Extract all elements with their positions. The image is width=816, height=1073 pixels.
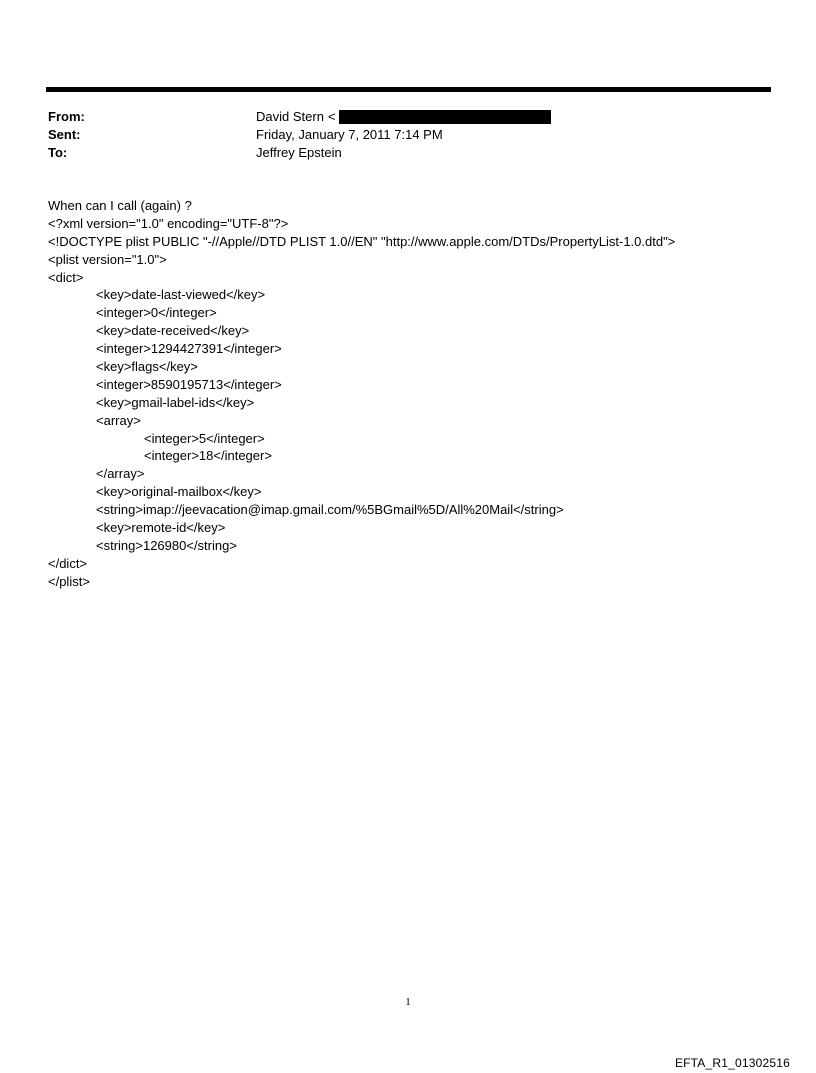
body-line-19: <string>126980</string> bbox=[96, 537, 237, 553]
body-line-13: <integer>5</integer> bbox=[144, 430, 265, 446]
body-line-2: <!DOCTYPE plist PUBLIC "-//Apple//DTD PLIST 1.0//EN" "http://www.apple.com/DTDs/PropertyList-1.0.dtd"> bbox=[48, 233, 676, 249]
body-line-0: When can I call (again) ? bbox=[48, 198, 192, 213]
body-line-5: <key>date-last-viewed</key> bbox=[96, 287, 266, 303]
body-line-12: <array> bbox=[96, 412, 141, 428]
to-row bbox=[48, 144, 748, 162]
body-line-9: <key>flags</key> bbox=[96, 359, 198, 375]
body-line-1: <?xml version="1.0" encoding="UTF-8"?> bbox=[48, 215, 289, 231]
from-label: From: bbox=[48, 109, 85, 124]
header-divider bbox=[46, 87, 771, 92]
body-line-10: <integer>8590195713</integer> bbox=[96, 376, 282, 392]
sent-label: Sent: bbox=[48, 127, 81, 142]
document-id: EFTA_R1_01302516 bbox=[674, 1056, 790, 1070]
sent-value: Friday, January 7, 2011 7:14 PM bbox=[256, 127, 443, 142]
body-line-14: <integer>18</integer> bbox=[144, 448, 272, 464]
body-line-6: <integer>0</integer> bbox=[96, 305, 217, 321]
sent-row bbox=[48, 126, 748, 144]
email-body bbox=[48, 197, 778, 591]
redaction-block bbox=[339, 110, 551, 124]
body-line-8: <integer>1294427391</integer> bbox=[96, 341, 282, 357]
from-value: David Stern bbox=[256, 109, 324, 124]
body-line-17: <string>imap://jeevacation@imap.gmail.com/%5BGmail%5D/All%20Mail</string> bbox=[96, 502, 564, 518]
body-line-20: </dict> bbox=[48, 555, 88, 571]
page-number: 1 bbox=[405, 996, 411, 1008]
body-line-3: <plist version="1.0"> bbox=[48, 251, 167, 267]
body-line-15: </array> bbox=[96, 466, 145, 482]
body-line-16: <key>original-mailbox</key> bbox=[96, 484, 262, 500]
body-line-11: <key>gmail-label-ids</key> bbox=[96, 394, 255, 410]
email-header bbox=[48, 108, 748, 162]
body-line-18: <key>remote-id</key> bbox=[96, 520, 226, 536]
body-line-7: <key>date-received</key> bbox=[96, 323, 250, 339]
from-row bbox=[48, 108, 748, 126]
body-line-21: </plist> bbox=[48, 573, 90, 589]
to-label: To: bbox=[48, 145, 68, 160]
from-value-wrap bbox=[256, 108, 551, 126]
body-line-4: <dict> bbox=[48, 269, 84, 285]
to-value: Jeffrey Epstein bbox=[256, 145, 342, 160]
from-bracket: < bbox=[327, 109, 336, 124]
